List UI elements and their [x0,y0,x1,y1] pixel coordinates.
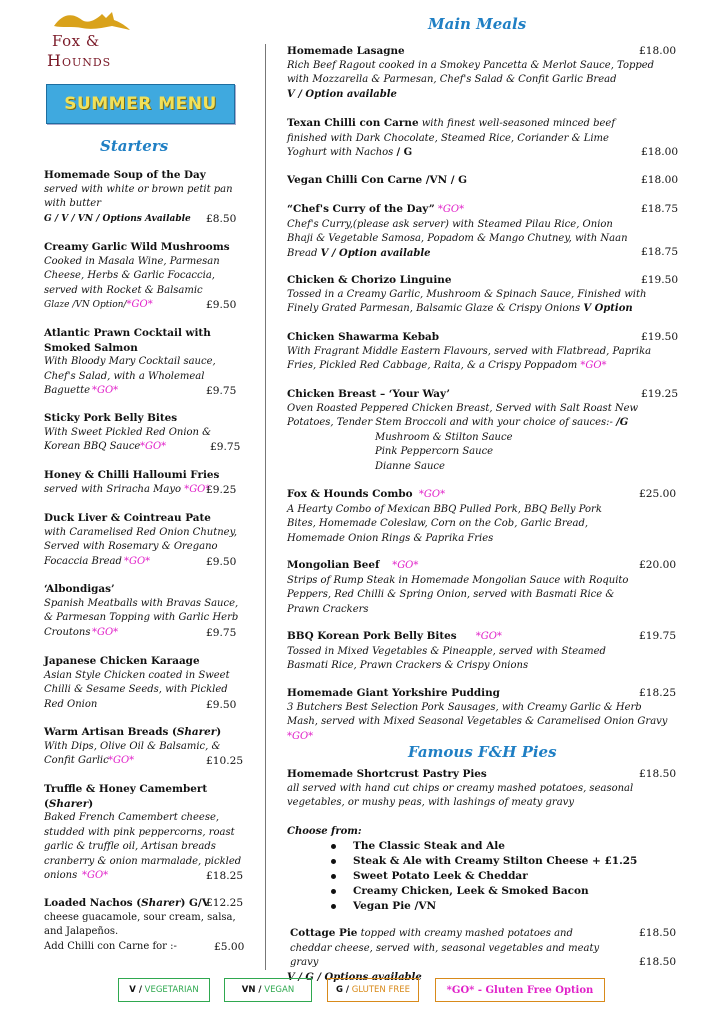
starter-item [44,582,250,640]
gluten-free-tag: *GO* [82,870,109,881]
pies-title: Homemade Shortcrust Pastry Pies [287,768,487,780]
main-item [287,273,677,317]
item-title: Loaded Nachos ( [44,897,142,909]
item-description: With Sweet Pickled Red Onion & Korean BBQ Sauce [44,426,212,452]
item-title: Chicken Breast – ‘Your Way’ [287,388,451,400]
main-item [287,686,677,744]
item-description: served with Sriracha Mayo [44,483,181,495]
starter-item [44,326,250,399]
item-description: A Hearty Combo of Mexican BBQ Pulled Pork, BBQ Belly Pork Bites, Homemade Coleslaw, Corn on the Cob, Garlic Bread, Homemade Onion Rings & Paprika Fries [287,503,602,544]
choose-from-label: Choose from: [287,825,362,837]
item-description: Asian Style Chicken coated in Sweet Chilli & Sesame Seeds, with Pickled Red Onion [44,669,230,710]
item-price: £20.00 [639,559,677,571]
item-price: £18.00 [639,45,677,57]
item-title-end: ) [216,726,222,738]
item-price: £9.50 [206,698,237,711]
item-tags: / G [396,147,413,158]
pies-heading: Famous F&H Pies [408,743,557,761]
item-title: Chicken Shawarma Kebab [287,331,440,343]
main-item [287,44,677,102]
item-tags: V / Option available [320,247,431,259]
pie-option: Vegan Pie /VN [287,899,677,914]
item-description: Oven Roasted Peppered Chicken Breast, Served with Salt Roast New Potatoes, Tender Stem Broccoli and with your choice of sauces:- [287,402,639,428]
item-title: Homemade Lasagne [287,45,405,57]
item-tags: V / G / Options available [287,971,422,983]
item-price: £18.50 [639,927,677,939]
gluten-free-tag: *GO* [92,626,119,638]
item-title: Vegan Chilli Con Carne /VN / G [287,174,468,186]
starters-heading: Starters [100,137,169,155]
fox-logo-icon [52,10,132,32]
item-price: £19.50 [641,274,679,286]
pie-options-list [287,839,677,914]
summer-menu-banner: SUMMER MENU [46,84,235,124]
item-price: £9.75 [206,626,237,639]
item-title-sharer: Sharer [141,897,181,909]
starter-item [44,411,250,455]
item-title: Sticky Pork Belly Bites [44,412,178,424]
legend-go: *GO* - Gluten Free Option [435,978,605,1002]
item-description: Tossed in Mixed Vegetables & Pineapple, served with Steamed Basmati Rice, Prawn Crackers & Crispy Onions [287,645,606,671]
item-description: cheese guacamole, sour cream, salsa, and Jalapeños. [44,911,236,937]
item-tags: Glaze /VN Option/ [44,300,127,310]
pie-option: Creamy Chicken, Leek & Smoked Bacon [287,884,677,899]
starter-item [44,725,250,769]
starter-item [44,240,250,313]
pies-price: £18.50 [639,768,677,780]
item-description: Tossed in a Creamy Garlic, Mushroom & Spinach Sauce, Finished with Finely Grated Parmesan, Balsamic Glaze & Crispy Onions [287,288,647,314]
item-title-end: ) [88,797,94,810]
item-title: ‘Albondigas’ [44,583,115,595]
item-description: Strips of Rump Steak in Homemade Mongolian Sauce with Roquito Peppers, Red Chilli & Spring Onion, served with Basmati Rice & Prawn Crackers [287,574,629,615]
item-title: Warm Artisan Breads ( [44,726,177,738]
item-title: Duck Liver & Cointreau Pate [44,512,211,524]
item-title: Atlantic Prawn Cocktail with Smoked Salmon [44,327,211,354]
legend-vegan [224,978,312,1002]
pie-option: Sweet Potato Leek & Cheddar [287,869,677,884]
item-tags: G / V / VN / Options Available [44,213,191,224]
item-title: Homemade Giant Yorkshire Pudding [287,687,500,699]
item-description: topped with creamy mashed potatoes and cheddar cheese, served with, seasonal vegetables and meaty gravy [290,928,600,968]
starter-item [44,782,250,884]
item-price: £18.75 [641,203,679,215]
item-description: served with white or brown petit pan with butter [44,183,233,209]
item-price: £9.50 [206,555,237,568]
item-price-2: £18.75 [641,246,679,258]
item-price: £19.25 [641,388,679,400]
item-tags: V Option [583,303,633,314]
main-item [287,173,677,188]
item-title: Honey & Chilli Halloumi Fries [44,469,220,481]
sauce-option: Pink Peppercorn Sauce [375,446,494,457]
legend-code: V / [129,985,142,995]
item-description: With Bloody Mary Cocktail sauce, Chef's Salad, with a Wholemeal Baguette [44,356,216,396]
item-title: Cottage Pie [290,927,358,939]
starter-item [44,468,250,497]
item-price-2: £18.50 [639,956,677,968]
item-title: Chicken & Chorizo Linguine [287,274,452,286]
main-item [287,330,677,374]
starter-item [44,896,250,954]
item-price: £19.75 [639,630,677,642]
item-price: £9.75 [206,385,237,397]
item-tags: V / Option available [287,88,397,100]
item-description: with Caramelised Red Onion Chutney, Served with Rosemary & Oregano Focaccia Bread [44,526,238,567]
item-title-sharer: Sharer [176,726,217,738]
item-price: £9.25 [206,483,237,496]
sauce-option: Mushroom & Stilton Sauce [375,431,513,443]
item-price: £18.00 [641,146,679,158]
brand-line2: Hounds [47,51,112,70]
item-tags: /G [616,417,629,428]
item-description: Cooked in Masala Wine, Parmesan Cheese, Herbs & Garlic Focaccia, served with Rocket & Balsamic [44,255,220,296]
item-title: Texan Chilli con Carne [287,117,419,129]
item-price: £18.25 [639,687,677,699]
item-price: £8.50 [206,212,237,225]
main-item [287,629,677,674]
legend-code: G / [335,985,350,995]
gluten-free-tag: *GO* [392,560,419,571]
column-divider [265,44,266,970]
pies-section [287,767,677,914]
main-item [287,487,677,546]
item-price: £9.75 [210,441,241,453]
gluten-free-tag: *GO* [287,730,314,742]
starter-item [44,654,250,711]
item-title: Mongolian Beef [287,559,380,571]
item-title: Fox & Hounds Combo [287,488,413,500]
gluten-free-tag: *GO* [580,360,607,371]
item-description: Spanish Meatballs with Bravas Sauce, & Parmesan Topping with Garlic Herb Croutons [44,597,239,638]
item-description: With Fragrant Middle Eastern Flavours, served with Flatbread, Paprika Fries, Pickled Red Cabbage, Raita, & a Crispy Poppadom [287,345,652,371]
gluten-free-tag: *GO* [418,489,446,500]
item-price: £18.25 [206,870,244,882]
item-description: Baked French Camembert cheese, studded with pink peppercorns, roast garlic & truffle oil, Artisan breads cranberry & onion marmalade, pickled onions [44,812,242,881]
item-title: Homemade Soup of the Day [44,169,206,181]
gluten-free-tag: *GO* [437,204,465,215]
gluten-free-tag: *GO* [92,385,119,396]
gluten-free-tag: *GO* [126,299,153,310]
main-item [287,202,677,261]
item-description: 3 Butchers Best Selection Pork Sausages, with Creamy Garlic & Herb Mash, served with Mixed Seasonal Vegetables & Caramelised Onion Gravy [287,701,668,727]
gluten-free-tag: *GO* [475,631,502,642]
item-price: £12.25 [206,897,244,909]
item-title: Japanese Chicken Karaage [44,655,200,667]
main-item [287,116,677,161]
gluten-free-tag: *GO* [184,483,211,495]
legend-word: GLUTEN FREE [351,985,411,995]
item-price: £19.50 [641,331,679,343]
item-title: Creamy Garlic Wild Mushrooms [44,241,230,253]
item-title: Truffle & Honey Camembert ( [44,783,208,810]
legend-vegetarian [118,978,210,1002]
item-price: £9.50 [206,299,237,311]
item-extra: Add Chilli con Carne for :- [44,940,177,952]
item-price: £25.00 [639,488,677,500]
legend-word: VEGETARIAN [144,985,199,995]
item-description: Chef's Curry,(please ask server) with Steamed Pilau Rice, Onion Bhaji & Vegetable Samosa, Popadom & Mango Chutney, with Naan Bread [287,218,628,259]
item-title: “Chef's Curry of the Day” [287,203,435,215]
item-price: £18.00 [641,174,679,186]
legend-word: VEGAN [264,985,295,995]
item-title-end: ) G/V [180,897,210,909]
item-title-sharer: Sharer [48,797,89,810]
item-description: Rich Beef Ragout cooked in a Smokey Pancetta & Merlot Sauce, Topped with Mozzarella & Parmesan, Chef's Salad & Confit Garlic Bread [287,59,655,85]
fox-hounds-logo [42,10,142,75]
pie-option: Steak & Ale with Creamy Stilton Cheese + £1.25 [287,854,677,869]
gluten-free-tag: *GO* [108,755,135,766]
brand-line1: Fox & [52,32,100,50]
item-description: with finest well-seasoned minced beef finished with Dark Chocolate, Steamed Rice, Coriander & Lime Yoghurt with Nachos [287,118,616,158]
item-price: £10.25 [206,755,244,767]
gluten-free-tag: *GO* [140,441,167,452]
item-title: BBQ Korean Pork Belly Bites [287,630,457,642]
starter-item [44,168,250,226]
legend-code: VN / [241,985,262,995]
starter-item [44,511,250,569]
pie-option: The Classic Steak and Ale [287,839,677,854]
cottage-pie [287,926,677,985]
legend-gluten-free [327,978,419,1002]
pies-description: all served with hand cut chips or creamy mashed potatoes, seasonal vegetables, or mushy peas, with lashings of meaty gravy [287,782,634,808]
main-item [287,558,677,617]
sauce-option: Dianne Sauce [375,460,445,472]
main-meals-heading: Main Meals [428,15,527,33]
gluten-free-tag: *GO* [124,555,151,567]
extra-price: £5.00 [214,940,245,953]
main-item [287,387,677,474]
item-description: With Dips, Olive Oil & Balsamic, & Confit Garlic [44,740,221,766]
